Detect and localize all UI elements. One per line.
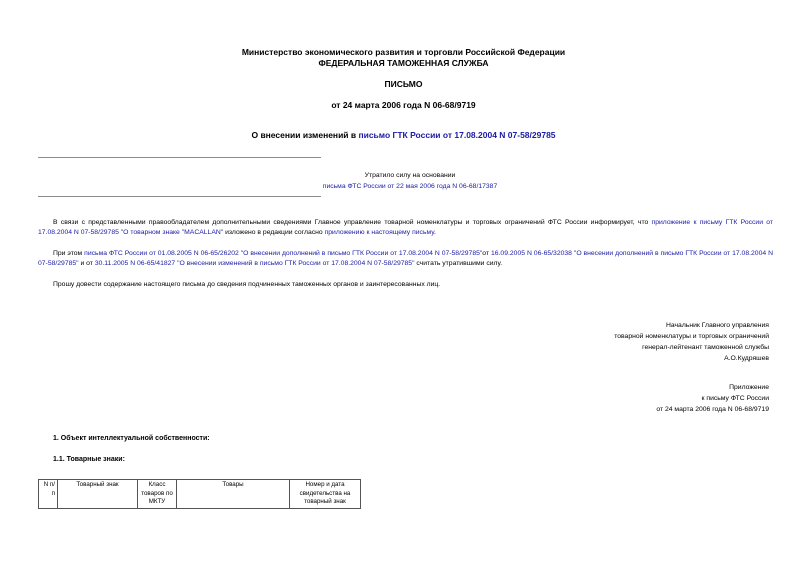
signature-position-2: товарной номенклатуры и торговых ограничений: [614, 333, 769, 340]
divider-bottom: [38, 196, 321, 197]
p2-link-3[interactable]: 30.11.2005 N 06-65/41827 "О внесении изменений в письмо ГТК России от 17.08.2004 N 07-58/29785": [94, 260, 415, 267]
status-note-text: Утратило силу на основании: [364, 172, 456, 179]
paragraph-3: Прошу довести содержание настоящего письма до сведения подчиненных таможенных органов и заинтересованных лиц.: [53, 281, 441, 288]
p2-text-4: считать утратившими силу.: [414, 260, 503, 267]
status-note-link[interactable]: письма ФТС России от 22 мая 2006 года N 06-68/17387: [322, 183, 498, 190]
p1-text-3: .: [433, 229, 436, 236]
p2-link-2[interactable]: 16.09.2005 N 06-65/32038 "О внесении дополнений в письмо ГТК России от 17.08.2004 N 07-58/29785": [38, 250, 773, 267]
p2-link-1[interactable]: письма ФТС России от 01.08.2005 N 06-65/26202 "О внесении дополнений в письмо ГТК России от 17.08.2004 N 07-58/29785": [84, 250, 483, 257]
document-date-number: от 24 марта 2006 года N 06-68/9719: [331, 100, 476, 110]
signature-block: [614, 320, 769, 364]
p1-link-this-appendix[interactable]: приложению к настоящему письму: [324, 229, 434, 236]
appendix-header: [656, 382, 769, 415]
section-1-1-heading: 1.1. Товарные знаки:: [53, 456, 125, 463]
divider-top: [38, 157, 321, 158]
p2-text-2: от: [482, 250, 491, 257]
signature-position-1: Начальник Главного управления: [665, 322, 769, 329]
appendix-ref: к письму ФТС России: [701, 395, 769, 402]
subject-link[interactable]: письмо ГТК России от 17.08.2004 N 07-58/29785: [358, 130, 556, 140]
paragraph-2: [38, 249, 773, 269]
p1-text-1: В связи с представленными правообладателем дополнительными сведениями Главное управление товарной номенклатуры и торговых ограничений ФТС России информирует, что: [53, 219, 652, 226]
col-goods: Товары: [177, 480, 290, 509]
p1-link-appendix[interactable]: приложение к письму ГТК России от 17.08.2004 N 07-58/29785 "О товарном знаке "MACALLAN": [38, 219, 773, 236]
appendix-date: от 24 марта 2006 года N 06-68/9719: [656, 406, 769, 413]
status-note: [310, 170, 510, 181]
paragraph-1: [38, 218, 773, 238]
col-number: N п/п: [39, 480, 58, 509]
document-subject: [0, 130, 807, 141]
subject-prefix: О внесении изменений в: [251, 130, 359, 140]
appendix-title: Приложение: [729, 384, 769, 391]
col-trademark: Товарный знак: [58, 480, 138, 509]
document-type: ПИСЬМО: [384, 79, 423, 89]
signature-rank: генерал-лейтенант таможенной службы: [642, 344, 769, 351]
p2-text-1: При этом: [53, 250, 85, 257]
service-title: ФЕДЕРАЛЬНАЯ ТАМОЖЕННАЯ СЛУЖБА: [318, 58, 489, 68]
p1-text-2: изложено в редакции согласно: [223, 229, 325, 236]
trademarks-table: [38, 479, 361, 509]
table-header-row: [39, 480, 361, 509]
col-certificate: Номер и дата свидетельства на товарный знак: [290, 480, 361, 509]
col-class: Класс товаров по МКТУ: [138, 480, 177, 509]
p2-text-3: и от: [78, 260, 95, 267]
signature-name: А.О.Кудряшев: [724, 355, 769, 362]
section-1-heading: 1. Объект интеллектуальной собственности:: [53, 435, 210, 442]
ministry-title: Министерство экономического развития и торговли Российской Федерации: [241, 47, 566, 57]
